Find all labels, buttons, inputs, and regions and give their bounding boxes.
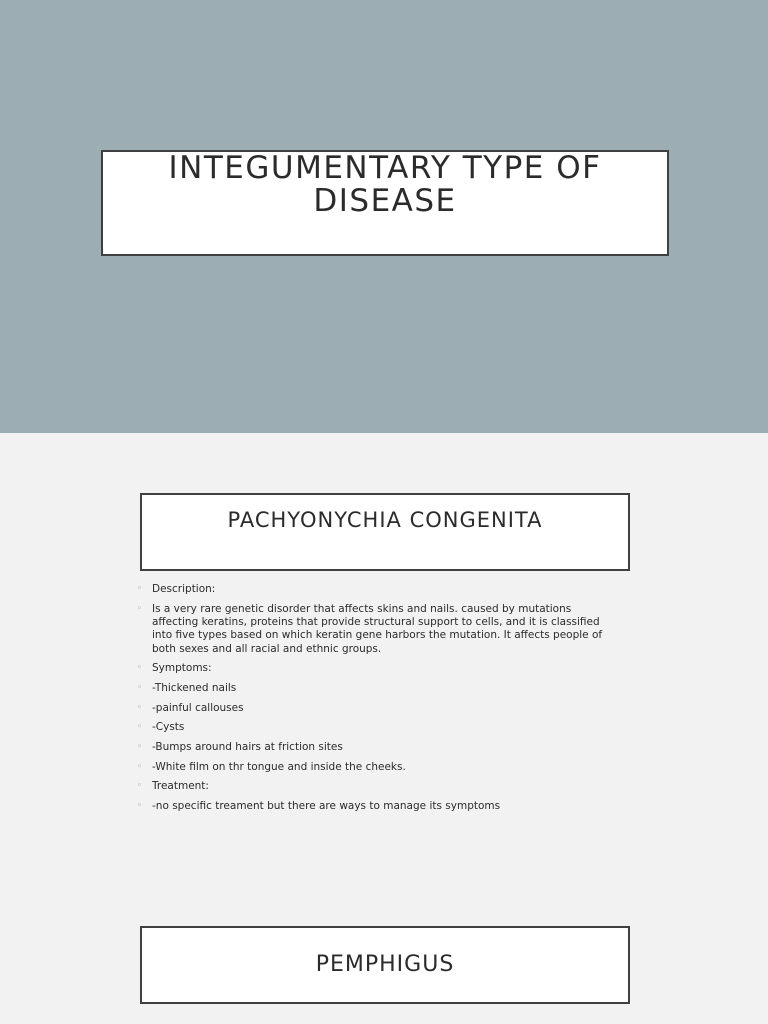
slide-title: INTEGUMENTARY TYPE OF DISEASE <box>168 150 602 219</box>
bullet-marker: ◦ <box>137 781 143 792</box>
slide-heading: PACHYONYCHIA CONGENITA <box>227 508 543 532</box>
list-item <box>137 741 617 754</box>
list-item <box>137 800 617 813</box>
heading-box <box>140 493 630 571</box>
bullet-text: -Thickened nails <box>152 681 237 694</box>
bullet-text: Treatment: <box>152 780 209 793</box>
bullet-marker: ◦ <box>137 702 143 713</box>
bullet-text: -no specific treament but there are ways to manage its symptoms <box>152 800 501 813</box>
title-slide <box>0 0 768 433</box>
bullet-text: Description: <box>152 583 216 595</box>
next-heading-box <box>140 926 630 1004</box>
bullet-text: -White film on thr tongue and inside the cheeks. <box>152 760 406 773</box>
bullet-marker: ◦ <box>137 801 143 812</box>
bullet-text: -painful callouses <box>152 701 244 714</box>
bullet-marker: ◦ <box>137 722 143 733</box>
bullet-text: -Bumps around hairs at friction sites <box>152 741 343 754</box>
bullet-marker: ◦ <box>137 742 143 753</box>
bullet-text: Is a very rare genetic disorder that affects skins and nails. caused by mutations affecting keratins, proteins that provide structural support to cells, and it is classified into five types based on which keratin gene harbors the mutation. It affects people of both sexes and all racial and ethnic groups. <box>152 602 603 655</box>
list-item <box>137 583 617 596</box>
next-slide-heading: PEMPHIGUS <box>315 952 455 977</box>
list-item <box>137 662 617 675</box>
title-box <box>101 150 669 256</box>
bullet-text: Symptoms: <box>152 662 212 675</box>
list-item <box>137 761 617 774</box>
list-item <box>137 780 617 793</box>
list-item <box>137 603 617 656</box>
content-slide <box>0 433 768 1024</box>
bullet-marker: ◦ <box>137 761 143 772</box>
list-item <box>137 702 617 715</box>
bullet-list <box>137 583 617 820</box>
bullet-marker: ◦ <box>137 603 143 614</box>
list-item <box>137 721 617 734</box>
bullet-marker: ◦ <box>137 584 143 594</box>
list-item <box>137 682 617 695</box>
bullet-marker: ◦ <box>137 663 143 674</box>
bullet-text: -Cysts <box>152 721 185 734</box>
bullet-marker: ◦ <box>137 682 143 693</box>
